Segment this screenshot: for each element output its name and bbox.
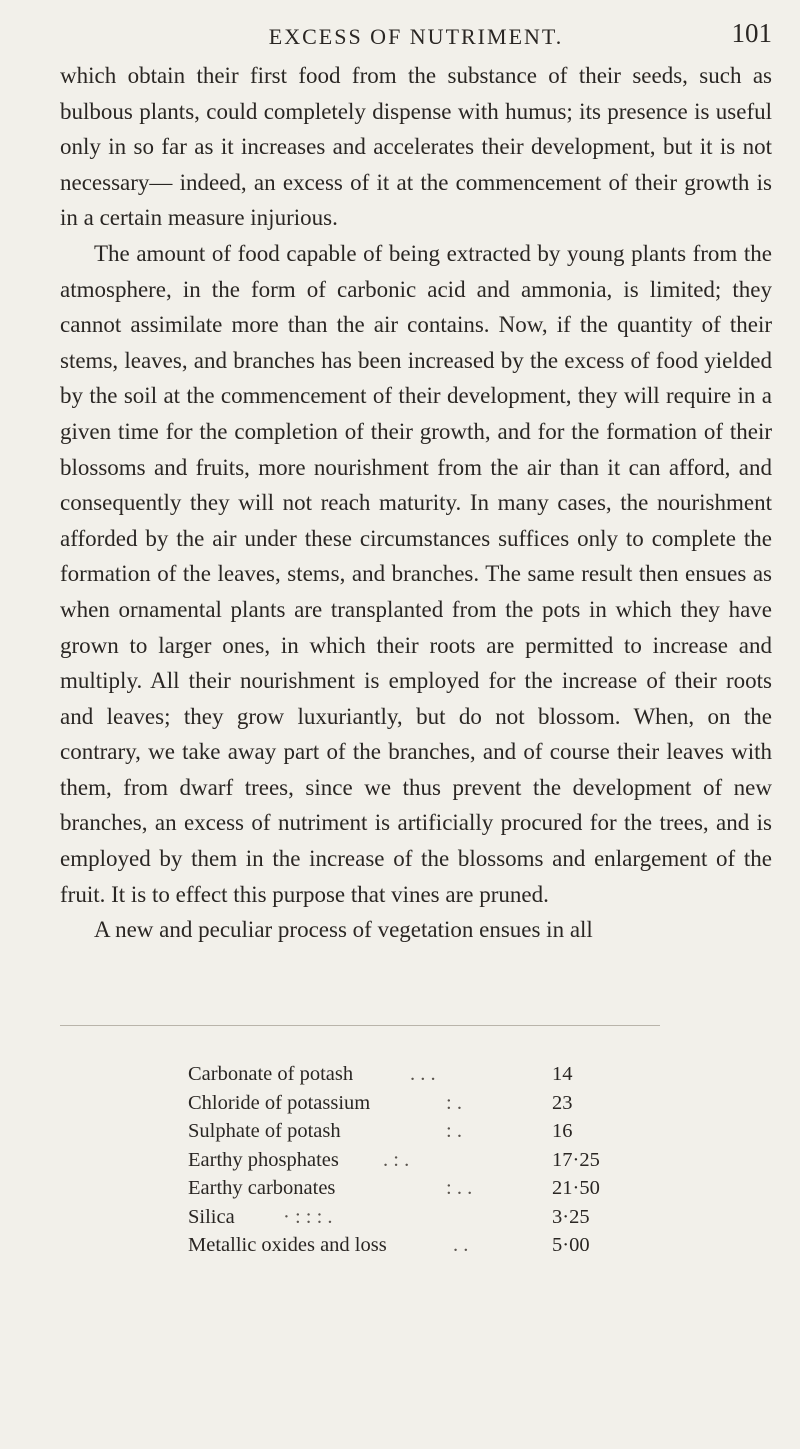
row-label: Silica (188, 1205, 235, 1228)
ash-composition-table (188, 1060, 628, 1260)
table-row (188, 1146, 628, 1175)
paragraph-continued: which obtain their first food from the substance of their seeds, such as bulbous plants, could completely dispense with humus; its presence is useful only in so far as it increases and accelerates their development, but it is not necessary— indeed, an excess of it at the commencement of their growth is in a certain measure injurious. (60, 63, 772, 231)
leader-dots: . : . (383, 1148, 410, 1171)
running-header (60, 18, 772, 54)
row-value: 16 (552, 1120, 573, 1142)
leader-dots: : . (446, 1120, 462, 1142)
table-row (188, 1117, 628, 1146)
row-value: 3·25 (552, 1205, 590, 1228)
leader-dots: : . (446, 1091, 462, 1114)
row-label: Earthy carbonates (188, 1177, 336, 1199)
row-value: 21·50 (552, 1177, 600, 1199)
table-row (188, 1060, 628, 1089)
running-title: EXCESS OF NUTRIMENT. (268, 24, 564, 49)
paragraph: The amount of food capable of being extracted by young plants from the atmosphere, in the form of carbonic acid and ammonia, is limited; they cannot assimilate more than the air contains. Now, if the quantity of their stems, leaves, and branches has been increased by the excess of food yielded by the soil at the commencement of their development, they will require in a given time for the completion of their growth, and for the formation of their blossoms and fruits, more nourishment from the air than it can afford, and consequently they will not reach maturity. In many cases, the nourishment afforded by the air under these circumstances suffices only to complete the formation of the leaves, stems, and branches. The same result then ensues as when ornamental plants are transplanted from the pots in which they have grown to larger ones, in which their roots are permitted to increase and multiply. All their nourishment is employed for the increase of their roots and leaves; they grow luxuriantly, but do not blossom. When, on the contrary, we take away part of the branches, and of course their leaves with them, from dwarf trees, since we thus prevent the development of new branches, an excess of nutriment is artificially procured for the trees, and is employed by them in the increase of the blossoms and enlargement of the fruit. It is to effect this purpose that vines are pruned. (60, 240, 772, 907)
row-label: Earthy phosphates (188, 1148, 339, 1171)
row-label: Metallic oxides and loss (188, 1234, 387, 1256)
paragraph: A new and peculiar process of vegetation ensues in all (94, 917, 593, 943)
leader-dots: : . . (446, 1177, 473, 1199)
row-label: Chloride of potassium (188, 1091, 371, 1114)
row-value: 5·00 (552, 1234, 590, 1256)
body-text (60, 58, 772, 948)
table-row (188, 1203, 628, 1232)
leader-dots: . . . (410, 1063, 436, 1085)
row-value: 23 (552, 1091, 573, 1114)
row-value: 17·25 (552, 1148, 600, 1171)
table-row (188, 1174, 628, 1203)
row-label: Sulphate of potash (188, 1120, 341, 1142)
section-divider (60, 1025, 660, 1026)
page-number: 101 (731, 18, 772, 48)
leader-dots: · : : : . (283, 1205, 333, 1228)
leader-dots: . . (453, 1234, 469, 1256)
row-value: 14 (552, 1063, 573, 1085)
table-row (188, 1089, 628, 1118)
table-row (188, 1231, 628, 1260)
row-label: Carbonate of potash (188, 1063, 354, 1085)
